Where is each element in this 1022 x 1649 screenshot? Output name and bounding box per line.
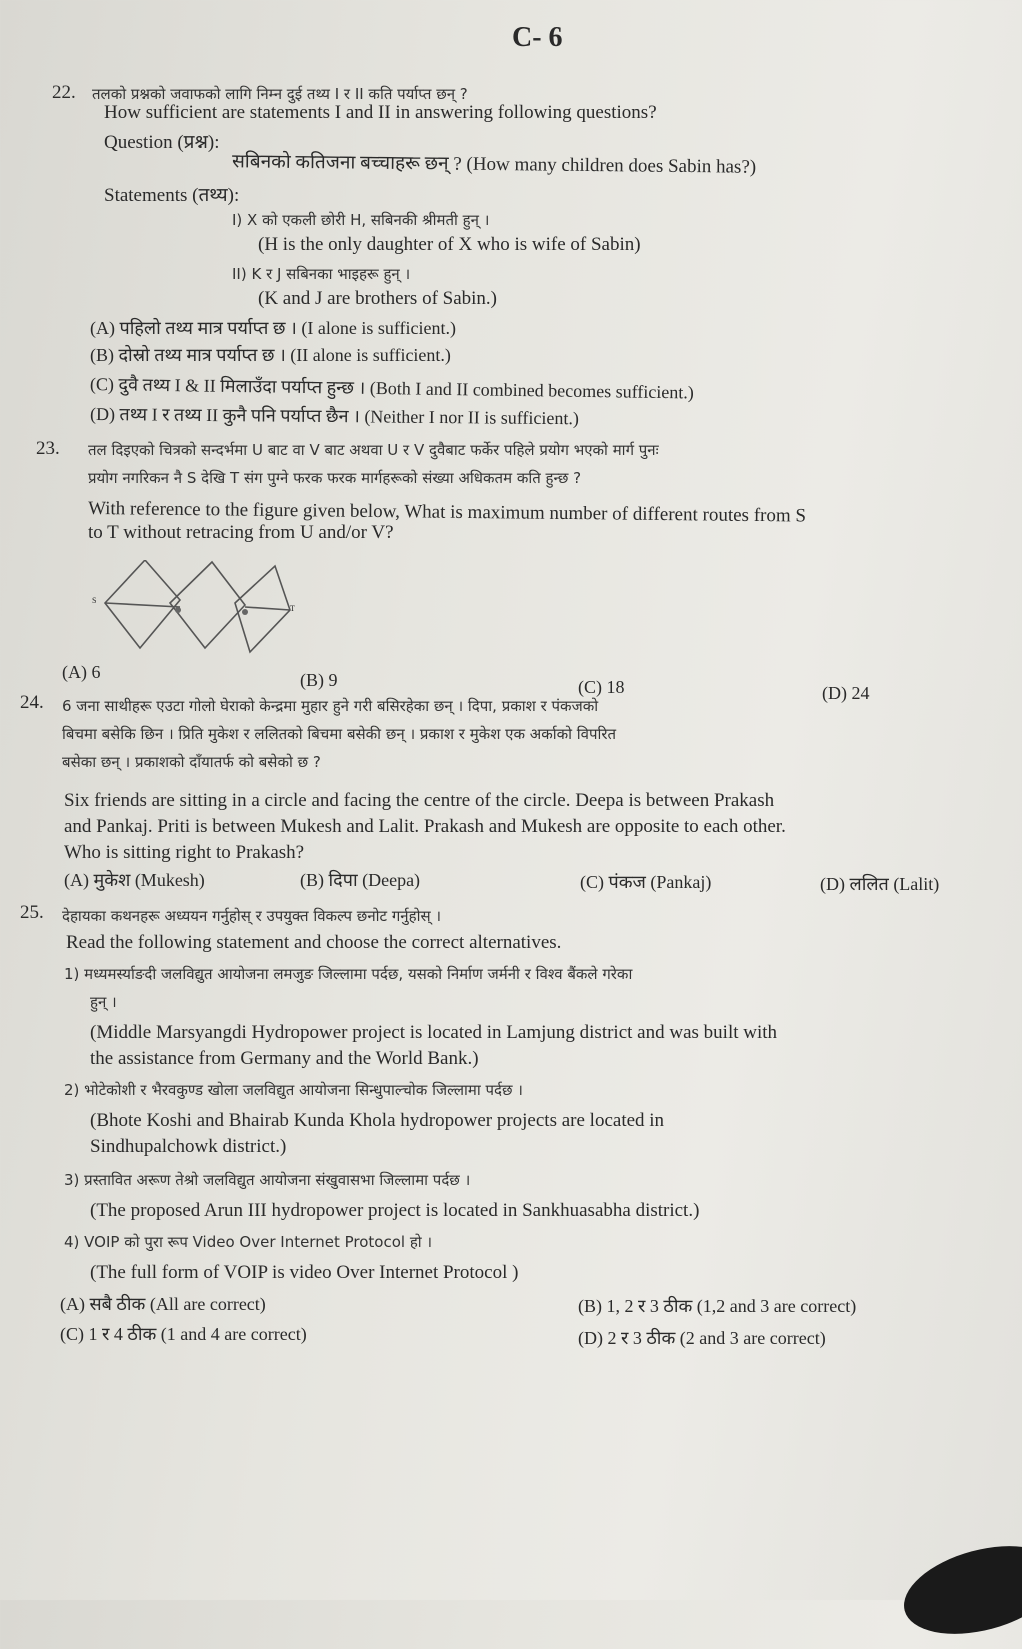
statement-en: (H is the only daughter of X who is wife of Sabin): [258, 234, 641, 255]
option-c: (C) दुवै तथ्य I & II मिलाउँदा पर्याप्त हुन्छ । (Both I and II combined becomes sufficient.): [89, 374, 695, 403]
statements-label: Statements (तथ्य):: [104, 185, 240, 206]
question-number: 24.: [20, 692, 44, 713]
option-d: (D) ललित (Lalit): [820, 874, 940, 894]
statement-np: 3) प्रस्तावित अरूण तेश्रो जलविद्युत आयोजना संखुवासभा जिल्लामा पर्दछ ।: [64, 1171, 471, 1189]
option-a: (A) 6: [62, 662, 101, 682]
option-a: (A) सबै ठीक (All are correct): [60, 1294, 266, 1314]
question-label: Question (प्रश्न):: [104, 132, 220, 153]
question-text: सबिनको कतिजना बच्चाहरू छन् ? (How many children does Sabin has?): [231, 151, 757, 178]
option-d: (D) 24: [822, 683, 870, 703]
label-s: S: [92, 596, 97, 605]
option-a: (A) मुकेश (Mukesh): [64, 870, 205, 890]
question-number: 22.: [52, 82, 76, 103]
question-prompt-np: प्रयोग नगरिकन नै S देखि T संग पुग्ने फरक फरक मार्गहरूको संख्या अधिकतम कति हुन्छ ?: [88, 469, 582, 487]
statement-np: 2) भोटेकोशी र भैरवकुण्ड खोला जलविद्युत आयोजना सिन्धुपाल्चोक जिल्लामा पर्दछ ।: [64, 1081, 523, 1099]
question-prompt-en: to T without retracing from U and/or V?: [88, 522, 394, 543]
statement-en: (The full form of VOIP is video Over Internet Protocol ): [90, 1262, 519, 1283]
question-prompt-en: Read the following statement and choose the correct alternatives.: [66, 932, 562, 953]
statement-np: 4) VOIP को पुरा रूप Video Over Internet Protocol हो ।: [64, 1233, 433, 1251]
option-b: (B) दिपा (Deepa): [300, 870, 421, 890]
statement-np: I) X को एकली छोरी H, सबिनकी श्रीमती हुन् ।: [232, 211, 490, 229]
question-prompt-en: and Pankaj. Priti is between Mukesh and Lalit. Prakash and Mukesh are opposite to each other.: [64, 816, 786, 837]
statement-np: II) K र J सबिनका भाइहरू हुन् ।: [232, 265, 411, 283]
label-t: T: [290, 604, 295, 613]
question-prompt-en: Six friends are sitting in a circle and facing the centre of the circle. Deepa is between Prakash: [64, 790, 775, 811]
page-title: C- 6: [512, 22, 563, 53]
option-d: (D) 2 र 3 ठीक (2 and 3 are correct): [578, 1328, 826, 1348]
option-c: (C) 1 र 4 ठीक (1 and 4 are correct): [60, 1324, 307, 1344]
option-b: (B) दोस्रो तथ्य मात्र पर्याप्त छ । (II alone is sufficient.): [90, 345, 451, 365]
option-d: (D) तथ्य I र तथ्य II कुनै पनि पर्याप्त छैन । (Neither I nor II is sufficient.): [89, 404, 580, 429]
statement-np: हुन् ।: [90, 993, 117, 1011]
question-prompt-np: तलको प्रश्नको जवाफको लागि निम्न दुई तथ्य I र II कति पर्याप्त छन् ?: [92, 85, 468, 103]
statement-en: Sindhupalchowk district.): [90, 1136, 287, 1157]
question-prompt-np: 6 जना साथीहरू एउटा गोलो घेराको केन्द्रमा मुहार हुने गरी बसिरहेका छन् । दिपा, प्रकाश र पंकजको: [62, 697, 599, 715]
statement-en: (The proposed Arun III hydropower project is located in Sankhuasabha district.): [90, 1200, 700, 1221]
question-number: 25.: [20, 902, 44, 923]
statement-en: (K and J are brothers of Sabin.): [258, 288, 498, 309]
option-a: (A) पहिलो तथ्य मात्र पर्याप्त छ । (I alone is sufficient.): [90, 318, 456, 338]
statement-en: the assistance from Germany and the World Bank.): [90, 1048, 479, 1069]
option-c: (C) 18: [578, 677, 625, 697]
option-c: (C) पंकज (Pankaj): [580, 872, 712, 892]
question-prompt-en: With reference to the figure given below, What is maximum number of different routes from S: [87, 498, 807, 527]
question-number: 23.: [36, 438, 60, 459]
statement-en: (Bhote Koshi and Bhairab Kunda Khola hydropower projects are located in: [90, 1110, 665, 1131]
node-u: [175, 607, 181, 613]
page-shadow: [894, 1531, 1022, 1649]
question-prompt-np: देहायका कथनहरू अध्ययन गर्नुहोस् र उपयुक्त विकल्प छनोट गर्नुहोस् ।: [62, 907, 442, 925]
node-v: [242, 609, 248, 615]
statement-en: (Middle Marsyangdi Hydropower project is located in Lamjung district and was built with: [90, 1022, 778, 1043]
question-prompt-np: तल दिइएको चित्रको सन्दर्भमा U बाट वा V बाट अथवा U र V दुवैबाट फर्केर पहिले प्रयोग भएको मार्ग पुनः: [88, 441, 659, 459]
question-prompt-en: Who is sitting right to Prakash?: [64, 842, 305, 863]
question-prompt-np: बसेका छन् । प्रकाशको दाँयातर्फ को बसेको छ ?: [62, 753, 321, 771]
route-figure: [100, 560, 300, 670]
question-prompt-en: How sufficient are statements I and II in answering following questions?: [104, 102, 657, 123]
option-b: (B) 9: [300, 670, 338, 690]
question-prompt-np: बिचमा बसेकि छिन । प्रिति मुकेश र ललितको बिचमा बसेकी छन् । प्रकाश र मुकेश एक अर्काको विपरित: [62, 725, 617, 743]
option-b: (B) 1, 2 र 3 ठीक (1,2 and 3 are correct): [578, 1296, 857, 1316]
statement-np: 1) मध्यमर्स्याङदी जलविद्युत आयोजना लमजुङ जिल्लामा पर्दछ, यसको निर्माण जर्मनी र विश्व बैंकले गरेका: [64, 965, 633, 983]
